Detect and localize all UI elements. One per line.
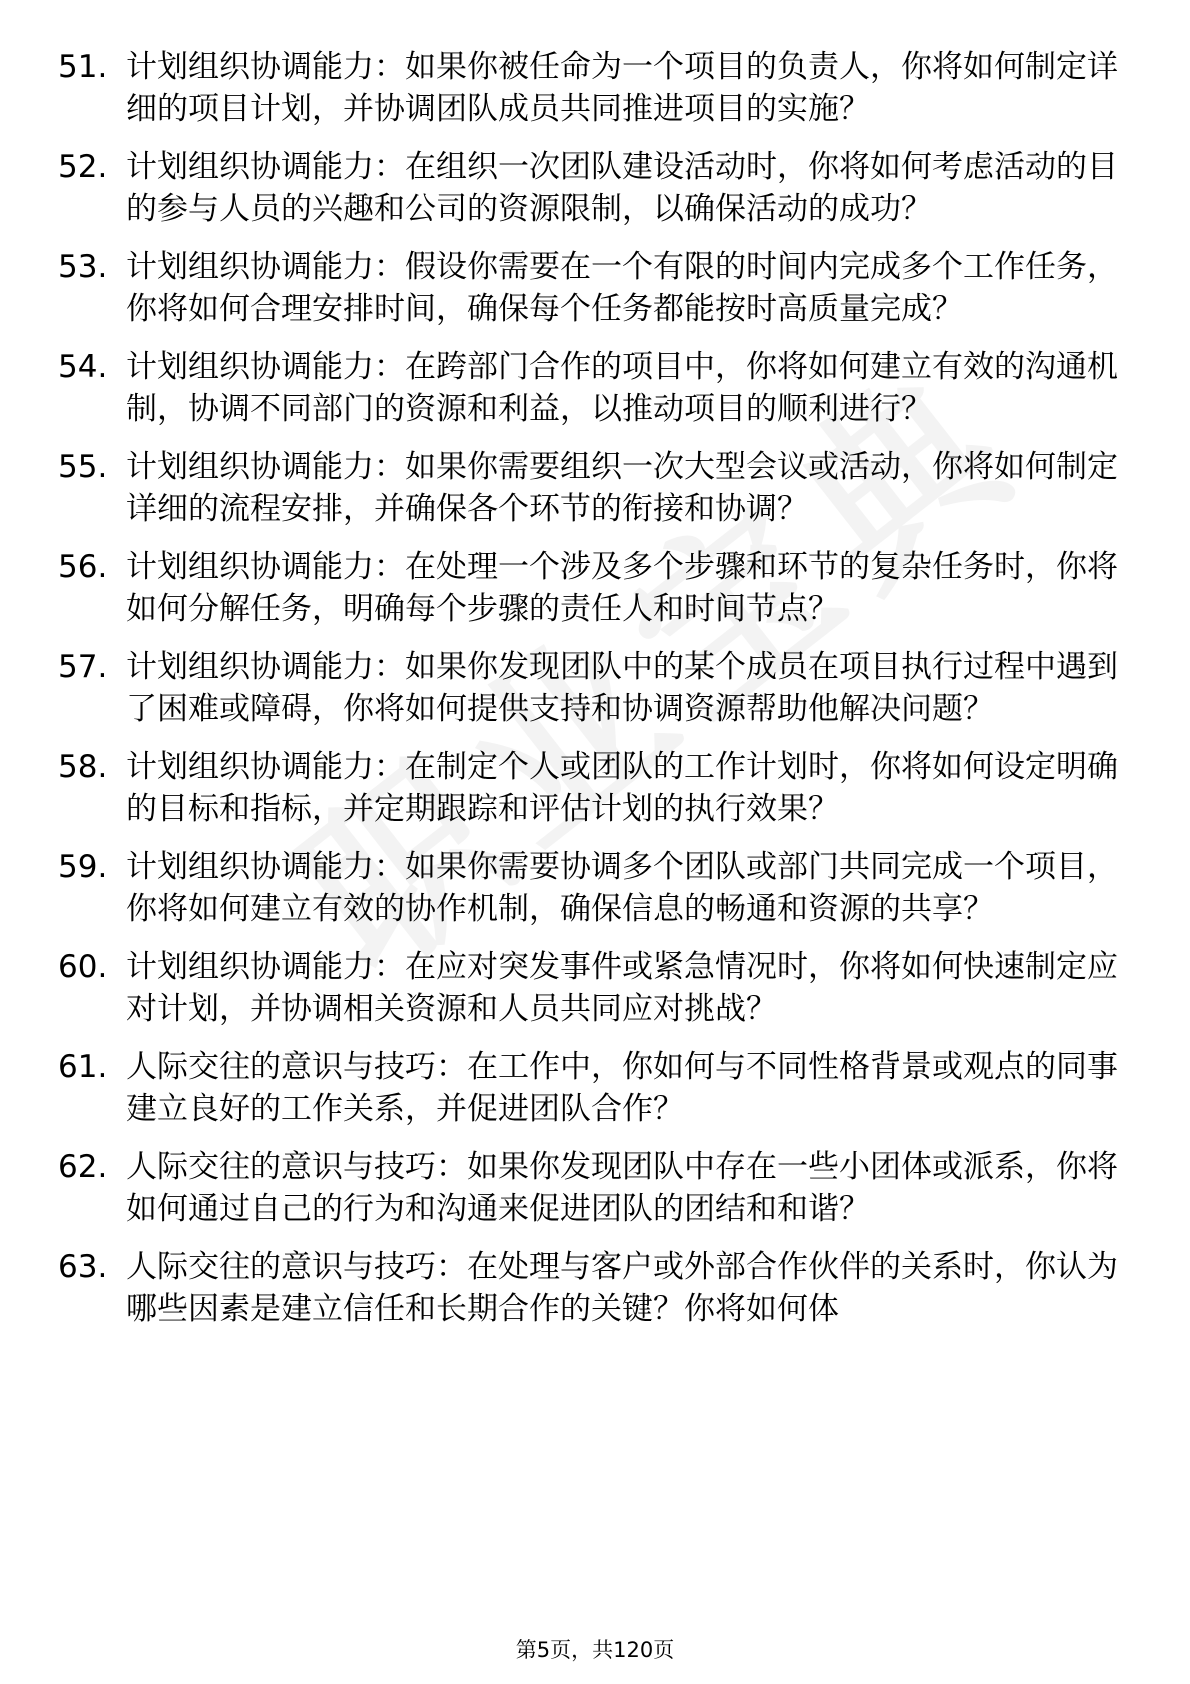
question-number: 61. — [58, 1049, 108, 1085]
question-text: 人际交往的意识与技巧：在处理与客户或外部合作伙伴的关系时，你认为哪些因素是建立信任和长期合作的关键？你将如何体 — [126, 1249, 1118, 1327]
question-text: 人际交往的意识与技巧：如果你发现团队中存在一些小团体或派系，你将如何通过自己的行为和沟通来促进团队的团结和和谐？ — [126, 1149, 1118, 1227]
question-number: 59. — [58, 849, 108, 885]
question-text: 计划组织协调能力：假设你需要在一个有限的时间内完成多个工作任务，你将如何合理安排时间，确保每个任务都能按时高质量完成？ — [126, 249, 1118, 327]
question-number: 52. — [58, 149, 108, 185]
question-item — [58, 646, 1138, 730]
question-text: 计划组织协调能力：在跨部门合作的项目中，你将如何建立有效的沟通机制，协调不同部门的资源和利益，以推动项目的顺利进行？ — [126, 349, 1118, 427]
question-item — [58, 846, 1138, 930]
question-number: 58. — [58, 749, 108, 785]
question-item — [58, 1146, 1138, 1230]
question-item — [58, 746, 1138, 830]
question-text: 计划组织协调能力：在应对突发事件或紧急情况时，你将如何快速制定应对计划，并协调相关资源和人员共同应对挑战？ — [126, 949, 1118, 1027]
question-item — [58, 546, 1138, 630]
question-number: 62. — [58, 1149, 108, 1185]
question-text: 计划组织协调能力：如果你需要协调多个团队或部门共同完成一个项目，你将如何建立有效的协作机制，确保信息的畅通和资源的共享？ — [126, 849, 1118, 927]
question-number: 51. — [58, 49, 108, 85]
question-item — [58, 446, 1138, 530]
question-item — [58, 946, 1138, 1030]
question-number: 63. — [58, 1249, 108, 1285]
question-text: 计划组织协调能力：如果你发现团队中的某个成员在项目执行过程中遇到了困难或障碍，你将如何提供支持和协调资源帮助他解决问题？ — [126, 649, 1118, 727]
question-item — [58, 1246, 1138, 1330]
question-text: 计划组织协调能力：在处理一个涉及多个步骤和环节的复杂任务时，你将如何分解任务，明确每个步骤的责任人和时间节点？ — [126, 549, 1118, 627]
question-number: 53. — [58, 249, 108, 285]
question-number: 57. — [58, 649, 108, 685]
question-list — [58, 46, 1138, 1346]
question-text: 计划组织协调能力：在制定个人或团队的工作计划时，你将如何设定明确的目标和指标，并定期跟踪和评估计划的执行效果？ — [126, 749, 1118, 827]
question-number: 54. — [58, 349, 108, 385]
question-text: 计划组织协调能力：如果你需要组织一次大型会议或活动，你将如何制定详细的流程安排，并确保各个环节的衔接和协调？ — [126, 449, 1118, 527]
question-item — [58, 1046, 1138, 1130]
question-item — [58, 246, 1138, 330]
page-number: 第5页，共120页 — [515, 1638, 675, 1662]
question-item — [58, 146, 1138, 230]
question-number: 56. — [58, 549, 108, 585]
question-number: 60. — [58, 949, 108, 985]
question-number: 55. — [58, 449, 108, 485]
question-item — [58, 346, 1138, 430]
question-text: 计划组织协调能力：如果你被任命为一个项目的负责人，你将如何制定详细的项目计划，并协调团队成员共同推进项目的实施？ — [126, 49, 1118, 127]
question-text: 人际交往的意识与技巧：在工作中，你如何与不同性格背景或观点的同事建立良好的工作关系，并促进团队合作？ — [126, 1049, 1118, 1127]
question-item — [58, 46, 1138, 130]
question-text: 计划组织协调能力：在组织一次团队建设活动时，你将如何考虑活动的目的参与人员的兴趣和公司的资源限制，以确保活动的成功？ — [126, 149, 1118, 227]
